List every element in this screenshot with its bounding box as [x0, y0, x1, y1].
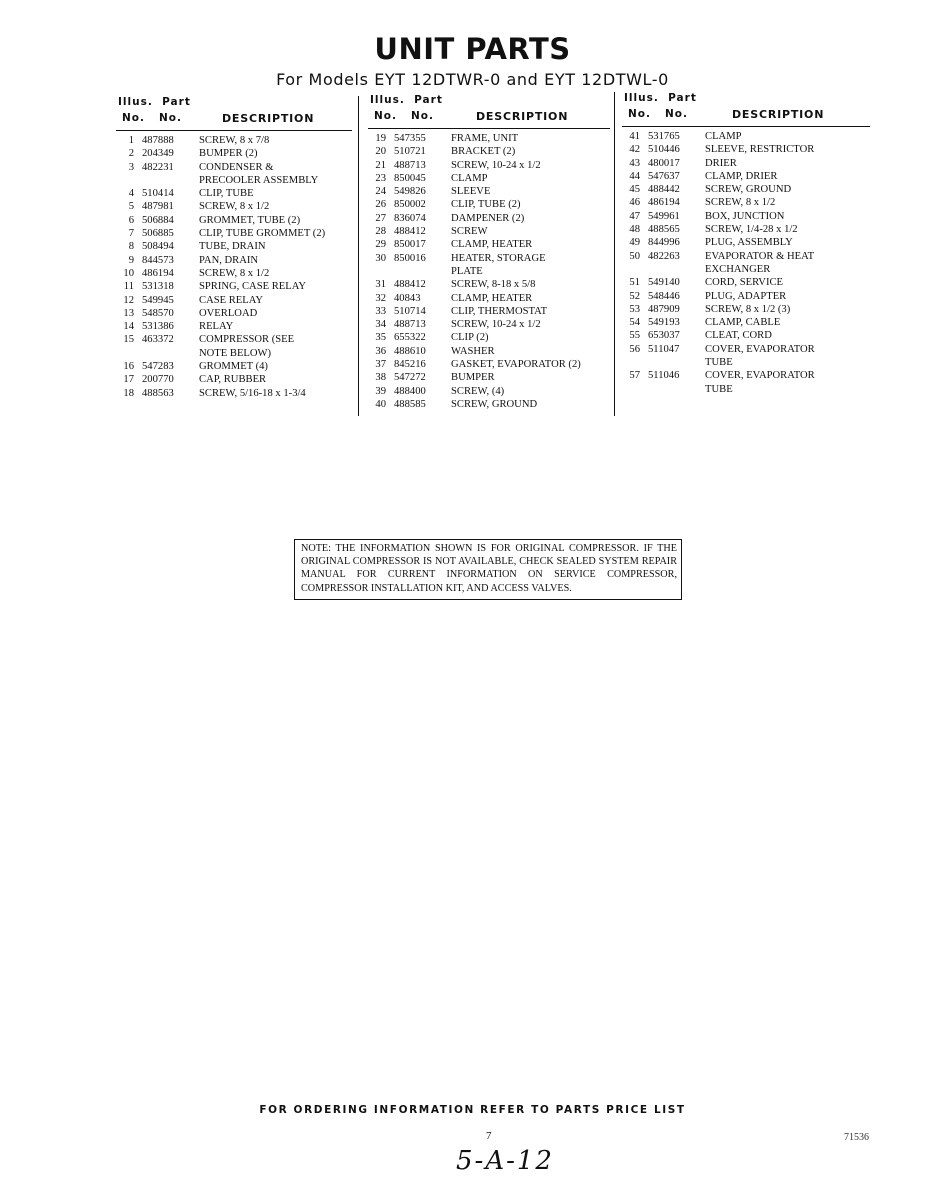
header-illus-part: Illus. Part [118, 96, 191, 108]
part-row [116, 280, 352, 293]
part-description: SCREW, 8 x 1/2 [199, 267, 270, 279]
part-number: 531386 [142, 321, 174, 333]
part-description: CONDENSER & [199, 161, 274, 173]
part-number: 511046 [648, 370, 680, 382]
part-number: 549945 [142, 294, 174, 306]
illus-number: 11 [123, 281, 134, 293]
part-number: 547272 [394, 372, 426, 384]
parts-list [622, 127, 870, 396]
part-description: BUMPER [451, 372, 495, 384]
illus-number: 32 [375, 292, 386, 304]
part-description: COMPRESSOR (SEE [199, 334, 295, 346]
part-row [116, 307, 352, 320]
part-number: 487888 [142, 135, 174, 146]
illus-number: 23 [375, 172, 386, 184]
part-description: CLIP, THERMOSTAT [451, 305, 548, 317]
part-number: 850002 [394, 199, 426, 211]
illus-number: 50 [629, 250, 640, 262]
header-description: DESCRIPTION [222, 112, 315, 125]
part-number: 547355 [394, 133, 426, 144]
column-header [116, 96, 352, 131]
part-description: SLEEVE [451, 186, 491, 198]
part-row [368, 145, 610, 158]
part-description: SCREW, 8-18 x 5/8 [451, 279, 536, 291]
part-description: COVER, EVAPORATOR [705, 370, 815, 382]
part-row [368, 252, 610, 265]
part-description: CLAMP [705, 131, 742, 142]
part-description: SCREW, 1/4-28 x 1/2 [705, 224, 798, 236]
illus-number: 1 [128, 135, 134, 146]
part-number: 510446 [648, 144, 680, 156]
part-number: 204349 [142, 148, 174, 160]
illus-number: 3 [128, 161, 134, 173]
part-row [622, 170, 870, 183]
part-row [368, 238, 610, 251]
part-description: BUMPER (2) [199, 148, 258, 160]
part-description: FRAME, UNIT [451, 133, 519, 144]
part-description: HEATER, STORAGE [451, 252, 546, 264]
part-row [368, 185, 610, 198]
part-description: CLIP (2) [451, 332, 489, 344]
part-description: OVERLOAD [199, 307, 258, 319]
part-row [368, 159, 610, 172]
part-row [622, 143, 870, 156]
part-row [116, 267, 352, 280]
part-row [368, 331, 610, 344]
header-description: DESCRIPTION [476, 110, 569, 123]
part-row [368, 212, 610, 225]
illus-number: 28 [375, 226, 386, 238]
part-row [622, 343, 870, 356]
illus-number: 40 [375, 398, 386, 410]
part-row [622, 183, 870, 196]
part-number: 548446 [648, 290, 680, 302]
part-row [116, 333, 352, 346]
part-row [116, 147, 352, 160]
part-row [116, 360, 352, 373]
part-number: 488412 [394, 226, 426, 238]
part-description: PLATE [451, 265, 483, 277]
part-row [116, 174, 352, 187]
illus-number: 43 [629, 157, 640, 169]
illus-number: 56 [629, 343, 640, 355]
part-description: RELAY [199, 321, 234, 333]
header-illus-part: Illus. Part [624, 92, 697, 104]
part-number: 655322 [394, 332, 426, 344]
illus-number: 29 [375, 239, 386, 251]
part-number: 488400 [394, 385, 426, 397]
page-subtitle: For Models EYT 12DTWR-0 and EYT 12DTWL-0 [276, 70, 669, 89]
illus-number: 41 [629, 131, 640, 142]
part-row [622, 263, 870, 276]
part-number: 531765 [648, 131, 680, 142]
part-description: SCREW, 10-24 x 1/2 [451, 319, 541, 331]
part-number: 850045 [394, 172, 426, 184]
part-description: TUBE [705, 383, 733, 395]
part-number: 510721 [394, 146, 426, 158]
illus-number: 57 [629, 370, 640, 382]
column-divider [358, 96, 359, 416]
column-divider [614, 92, 615, 416]
illus-number: 27 [375, 212, 386, 224]
part-number: 549140 [648, 277, 680, 289]
part-row [622, 316, 870, 329]
part-number: 486194 [648, 197, 680, 209]
illus-number: 46 [629, 197, 640, 209]
part-description: SCREW [451, 226, 488, 238]
illus-number: 54 [629, 317, 640, 329]
illus-number: 21 [375, 159, 386, 171]
header-no-no: No. No. [628, 108, 688, 120]
column-header [622, 92, 870, 127]
part-row [622, 236, 870, 249]
part-number: 547637 [648, 170, 680, 182]
part-number: 549961 [648, 210, 680, 222]
part-description: CLEAT, CORD [705, 330, 772, 342]
illus-number: 31 [375, 279, 386, 291]
part-description: SCREW, GROUND [705, 184, 792, 196]
part-number: 487909 [648, 303, 680, 315]
part-row [622, 196, 870, 209]
part-row [116, 347, 352, 360]
part-description: SCREW, 8 x 1/2 [705, 197, 776, 209]
illus-number: 30 [375, 252, 386, 264]
part-description: NOTE BELOW) [199, 347, 272, 359]
part-number: 488610 [394, 345, 426, 357]
illus-number: 24 [375, 186, 386, 198]
part-description: BRACKET (2) [451, 146, 516, 158]
illus-number: 53 [629, 303, 640, 315]
illus-number: 20 [375, 146, 386, 158]
part-number: 510714 [394, 305, 426, 317]
part-description: SCREW, (4) [451, 385, 505, 397]
part-row [622, 356, 870, 369]
illus-number: 44 [629, 170, 640, 182]
illus-number: 6 [128, 214, 134, 226]
part-description: EVAPORATOR & HEAT [705, 250, 815, 262]
part-number: 549193 [648, 317, 680, 329]
part-number: 40843 [394, 292, 421, 304]
part-number: 844996 [648, 237, 680, 249]
part-number: 506884 [142, 214, 174, 226]
part-row [622, 369, 870, 382]
part-row [368, 385, 610, 398]
part-row [116, 134, 352, 147]
illus-number: 51 [629, 277, 640, 289]
illus-number: 9 [128, 254, 134, 266]
part-description: CAP, RUBBER [199, 374, 267, 386]
illus-number: 5 [128, 201, 134, 213]
part-description: SCREW, 8 x 1/2 [199, 201, 270, 213]
part-description: CASE RELAY [199, 294, 264, 306]
part-description: SPRING, CASE RELAY [199, 281, 307, 293]
illus-number: 36 [375, 345, 386, 357]
part-description: CLIP, TUBE [199, 188, 254, 200]
illus-number: 39 [375, 385, 386, 397]
part-row [368, 198, 610, 211]
part-number: 463372 [142, 334, 174, 346]
illus-number: 35 [375, 332, 386, 344]
part-number: 844573 [142, 254, 174, 266]
part-row [622, 157, 870, 170]
illus-number: 14 [123, 321, 134, 333]
illus-number: 2 [128, 148, 134, 160]
document-code: 71536 [844, 1132, 869, 1143]
illus-number: 37 [375, 359, 386, 371]
part-description: SCREW, GROUND [451, 398, 538, 410]
header-description: DESCRIPTION [732, 108, 825, 121]
part-number: 488713 [394, 159, 426, 171]
part-number: 850017 [394, 239, 426, 251]
part-number: 488585 [394, 398, 426, 410]
part-number: 850016 [394, 252, 426, 264]
illus-number: 13 [123, 307, 134, 319]
part-row [622, 303, 870, 316]
part-number: 486194 [142, 267, 174, 279]
part-row [622, 130, 870, 143]
part-number: 845216 [394, 359, 426, 371]
part-description: CLAMP [451, 172, 488, 184]
part-description: PRECOOLER ASSEMBLY [199, 174, 319, 186]
illus-number: 15 [123, 334, 134, 346]
part-row [116, 387, 352, 400]
header-no-no: No. No. [374, 110, 434, 122]
part-number: 482231 [142, 161, 174, 173]
illus-number: 49 [629, 237, 640, 249]
part-row [368, 305, 610, 318]
part-description: COVER, EVAPORATOR [705, 343, 815, 355]
illus-number: 16 [123, 361, 134, 373]
part-number: 480017 [648, 157, 680, 169]
illus-number: 47 [629, 210, 640, 222]
illus-number: 45 [629, 184, 640, 196]
part-row [116, 161, 352, 174]
part-description: SLEEVE, RESTRICTOR [705, 144, 815, 156]
illus-number: 18 [123, 387, 134, 399]
part-description: EXCHANGER [705, 263, 771, 275]
illus-number: 12 [123, 294, 134, 306]
part-description: SCREW, 8 x 1/2 (3) [705, 303, 791, 315]
parts-column-3 [622, 92, 870, 396]
illus-number: 42 [629, 144, 640, 156]
part-row [368, 371, 610, 384]
parts-list [116, 131, 352, 400]
part-number: 548570 [142, 307, 174, 319]
part-number: 488442 [648, 184, 680, 196]
part-number: 836074 [394, 212, 426, 224]
part-number: 531318 [142, 281, 174, 293]
ordering-footer: FOR ORDERING INFORMATION REFER TO PARTS PRICE LIST [259, 1104, 686, 1116]
part-number: 488565 [648, 224, 680, 236]
illus-number: 55 [629, 330, 640, 342]
part-description: GASKET, EVAPORATOR (2) [451, 359, 581, 371]
part-number: 482263 [648, 250, 680, 262]
header-no-no: No. No. [122, 112, 182, 124]
illus-number: 48 [629, 224, 640, 236]
illus-number: 38 [375, 372, 386, 384]
column-header [368, 94, 610, 129]
part-number: 488412 [394, 279, 426, 291]
part-description: BOX, JUNCTION [705, 210, 785, 222]
part-number: 200770 [142, 374, 174, 386]
part-row [368, 225, 610, 238]
illus-number: 34 [375, 319, 386, 331]
part-row [368, 345, 610, 358]
illus-number: 8 [128, 241, 134, 253]
part-row [622, 276, 870, 289]
part-number: 511047 [648, 343, 680, 355]
part-row [116, 187, 352, 200]
part-row [116, 214, 352, 227]
illus-number: 4 [128, 188, 134, 200]
part-description: CLAMP, HEATER [451, 239, 533, 251]
parts-column-2 [368, 94, 610, 411]
part-row [116, 294, 352, 307]
parts-list [368, 129, 610, 411]
part-description: SCREW, 10-24 x 1/2 [451, 159, 541, 171]
part-description: CLIP, TUBE GROMMET (2) [199, 228, 326, 240]
part-description: TUBE [705, 357, 733, 369]
part-row [116, 200, 352, 213]
illus-number: 26 [375, 199, 386, 211]
part-row [116, 320, 352, 333]
part-description: CLIP, TUBE (2) [451, 199, 521, 211]
part-number: 508494 [142, 241, 174, 253]
part-description: PAN, DRAIN [199, 254, 259, 266]
part-row [622, 210, 870, 223]
part-row [368, 292, 610, 305]
part-number: 487981 [142, 201, 174, 213]
part-row [116, 240, 352, 253]
part-number: 488713 [394, 319, 426, 331]
illus-number: 52 [629, 290, 640, 302]
part-description: DAMPENER (2) [451, 212, 525, 224]
part-description: CLAMP, CABLE [705, 317, 781, 329]
part-row [368, 358, 610, 371]
part-description: DRIER [705, 157, 737, 169]
illus-number: 7 [128, 228, 134, 240]
part-row [368, 172, 610, 185]
illus-number: 10 [123, 267, 134, 279]
part-number: 653037 [648, 330, 680, 342]
part-description: CLAMP, DRIER [705, 170, 778, 182]
part-description: PLUG, ASSEMBLY [705, 237, 793, 249]
part-row [368, 132, 610, 145]
header-illus-part: Illus. Part [370, 94, 443, 106]
part-description: PLUG, ADAPTER [705, 290, 787, 302]
illus-number: 17 [123, 374, 134, 386]
part-number: 547283 [142, 361, 174, 373]
part-description: WASHER [451, 345, 495, 357]
part-number: 510414 [142, 188, 174, 200]
handwritten-annotation: 5-A-12 [456, 1146, 554, 1176]
part-number: 488563 [142, 387, 174, 399]
part-row [368, 398, 610, 411]
part-row [622, 250, 870, 263]
parts-column-1 [116, 96, 352, 400]
part-description: TUBE, DRAIN [199, 241, 266, 253]
part-row [116, 254, 352, 267]
part-number: 549826 [394, 186, 426, 198]
part-number: 506885 [142, 228, 174, 240]
part-row [368, 318, 610, 331]
part-description: SCREW, 8 x 7/8 [199, 135, 270, 146]
page-title: UNIT PARTS [374, 32, 571, 66]
part-description: CLAMP, HEATER [451, 292, 533, 304]
part-row [622, 290, 870, 303]
part-row [622, 383, 870, 396]
part-description: GROMMET (4) [199, 361, 268, 373]
illus-number: 19 [375, 133, 386, 144]
part-description: GROMMET, TUBE (2) [199, 214, 301, 226]
part-row [116, 227, 352, 240]
part-row [368, 265, 610, 278]
part-row [116, 373, 352, 386]
illus-number: 33 [375, 305, 386, 317]
part-description: SCREW, 5/16-18 x 1-3/4 [199, 387, 306, 399]
compressor-note-box: NOTE: THE INFORMATION SHOWN IS FOR ORIGINAL COMPRESSOR. IF THE ORIGINAL COMPRESSOR IS NOT AVAILABLE, CHECK SEALED SYSTEM REPAIR MANUAL FOR CURRENT INFORMATION ON SERVICE COMPRESSOR, COMPRESSOR INSTALLATION KIT, AND ACCESS VALVES. [294, 539, 682, 600]
page-number: 7 [486, 1130, 492, 1142]
part-row [622, 329, 870, 342]
part-description: CORD, SERVICE [705, 277, 784, 289]
part-row [368, 278, 610, 291]
part-row [622, 223, 870, 236]
